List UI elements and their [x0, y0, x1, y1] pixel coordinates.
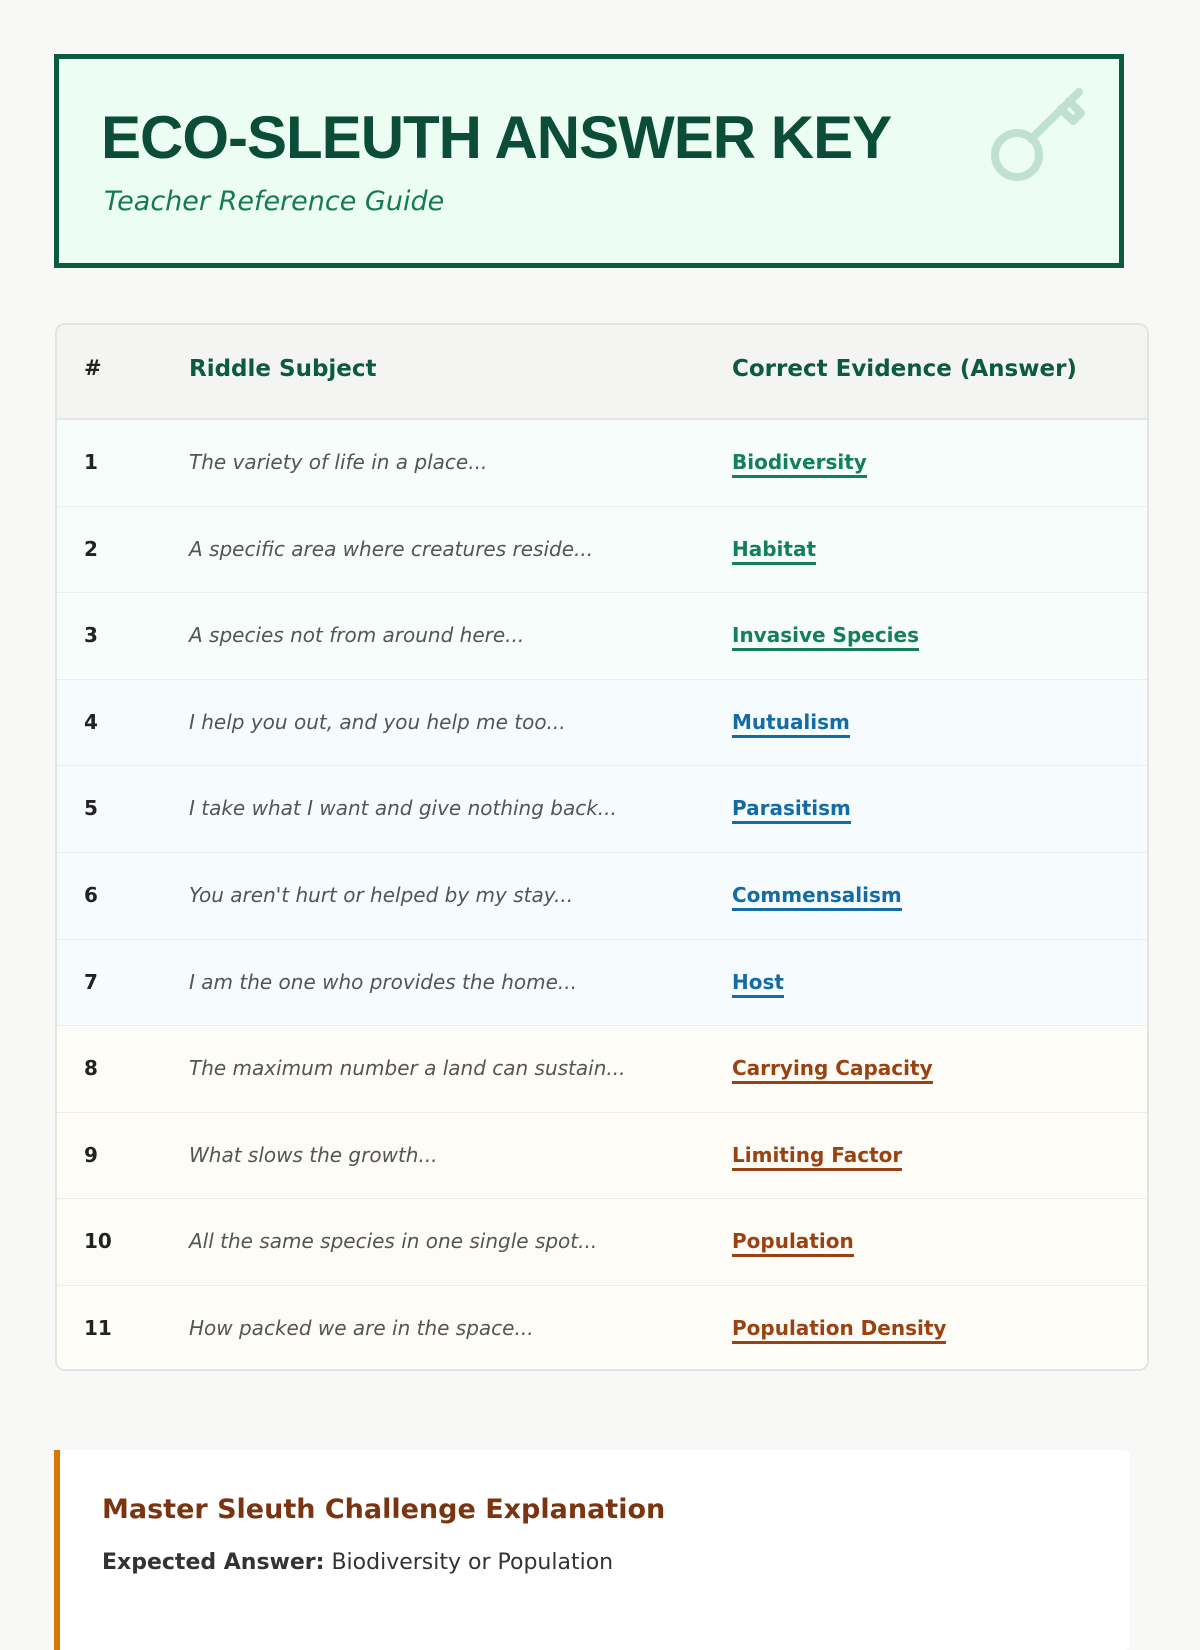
table-row	[57, 1199, 1147, 1286]
answer-link[interactable]: Mutualism	[732, 710, 850, 738]
row-number: 6	[84, 882, 98, 907]
riddle-subject: A species not from around here...	[189, 623, 525, 648]
row-number: 9	[84, 1142, 98, 1167]
challenge-card	[54, 1450, 1130, 1650]
table-row	[57, 593, 1147, 680]
table-row	[57, 680, 1147, 767]
answer-link[interactable]: Parasitism	[732, 796, 851, 824]
column-header-answer: Correct Evidence (Answer)	[732, 356, 1077, 382]
row-number: 2	[84, 536, 98, 561]
riddle-subject: I am the one who provides the home...	[189, 969, 578, 994]
riddle-subject: What slows the growth...	[189, 1142, 438, 1167]
table-row	[57, 853, 1147, 940]
row-number: 4	[84, 709, 98, 734]
riddle-subject: I help you out, and you help me too...	[189, 709, 566, 734]
answer-link[interactable]: Biodiversity	[732, 450, 867, 478]
table-row	[57, 940, 1147, 1027]
column-header-number: #	[84, 356, 102, 380]
riddle-subject: I take what I want and give nothing back...	[189, 796, 617, 821]
key-icon	[989, 87, 1089, 187]
expected-answer-value: Biodiversity or Population	[331, 1550, 614, 1575]
answer-link[interactable]: Population Density	[732, 1316, 946, 1344]
expected-answer-label: Expected Answer:	[102, 1550, 325, 1575]
answer-link[interactable]: Invasive Species	[732, 623, 919, 651]
table-row	[57, 1026, 1147, 1113]
table-row	[57, 766, 1147, 853]
riddle-subject: A specific area where creatures reside...	[189, 536, 594, 561]
riddle-subject: How packed we are in the space...	[189, 1315, 534, 1340]
answer-link[interactable]: Host	[732, 970, 784, 998]
riddle-subject: The variety of life in a place...	[189, 450, 488, 474]
table-row	[57, 1286, 1147, 1371]
row-number: 11	[84, 1315, 112, 1340]
table-row	[57, 507, 1147, 594]
table-row	[57, 420, 1147, 507]
page-subtitle: Teacher Reference Guide	[104, 186, 445, 217]
expected-answer	[102, 1550, 613, 1575]
riddle-subject: You aren't hurt or helped by my stay...	[189, 882, 574, 907]
column-header-subject: Riddle Subject	[189, 356, 377, 382]
challenge-title: Master Sleuth Challenge Explanation	[102, 1494, 666, 1525]
table-header	[57, 325, 1147, 420]
answer-link[interactable]: Limiting Factor	[732, 1143, 902, 1171]
row-number: 10	[84, 1229, 112, 1254]
riddle-subject: All the same species in one single spot...	[189, 1229, 598, 1254]
row-number: 1	[84, 450, 98, 474]
table-row	[57, 1113, 1147, 1200]
answer-link[interactable]: Commensalism	[732, 883, 902, 911]
row-number: 7	[84, 969, 98, 994]
riddle-subject: The maximum number a land can sustain...	[189, 1056, 626, 1081]
row-number: 8	[84, 1056, 98, 1081]
page-title: ECO-SLEUTH ANSWER KEY	[101, 104, 892, 171]
answer-link[interactable]: Population	[732, 1229, 854, 1257]
answer-link[interactable]: Carrying Capacity	[732, 1056, 933, 1084]
row-number: 3	[84, 623, 98, 648]
answer-link[interactable]: Habitat	[732, 537, 816, 565]
answer-table	[55, 323, 1149, 1371]
header-banner	[54, 54, 1124, 268]
row-number: 5	[84, 796, 98, 821]
